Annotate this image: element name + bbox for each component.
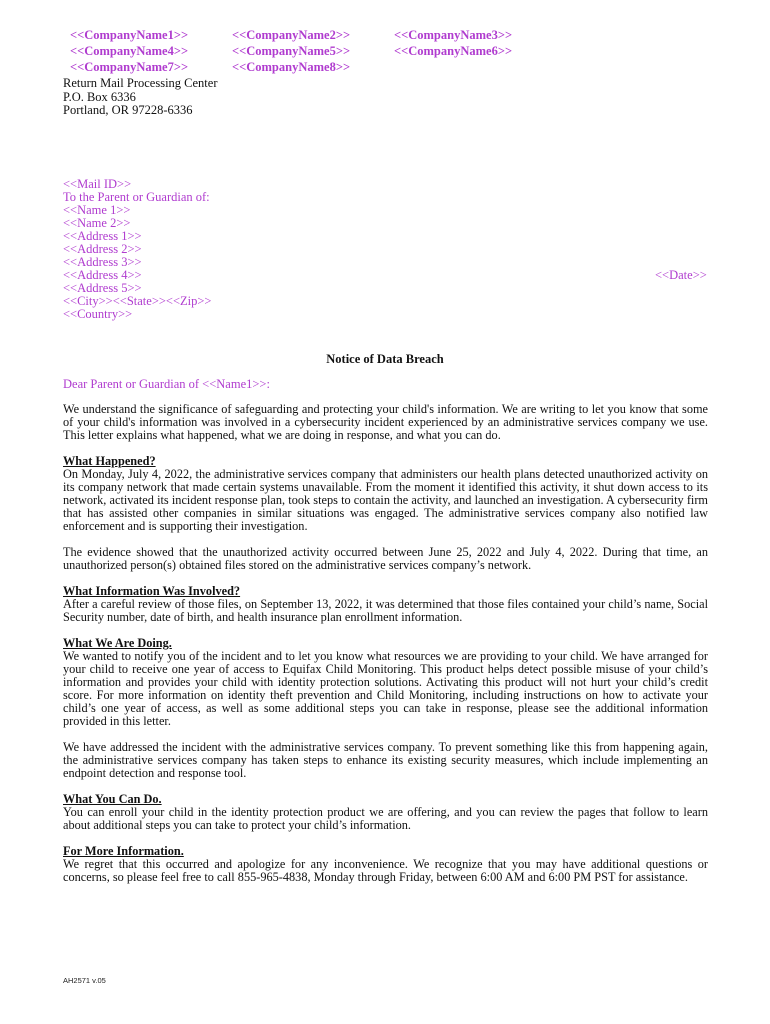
letter-date: <<Date>> <box>655 268 707 282</box>
section-heading: For More Information. <box>63 844 184 858</box>
company-name-3: <<CompanyName3>> <box>394 28 513 42</box>
return-address-line: P.O. Box 6336 <box>63 89 136 104</box>
section-heading: What You Can Do. <box>63 792 162 806</box>
recipient-address-5: <<Address 5>> <box>63 281 142 295</box>
section-heading: What Happened? <box>63 454 156 468</box>
section-paragraph: We have addressed the incident with the administrative services company. To prevent something like this from happening again, the administrative services company has taken steps to enhance its existing security measures, which include implementing an endpoint detection and response tool. <box>63 740 708 780</box>
section-paragraph: After a careful review of those files, on September 13, 2022, it was determined that those files contained your child’s name, Social Security number, date of birth, and health insurance plan enrollment information. <box>63 597 708 624</box>
section-heading: What Information Was Involved? <box>63 584 241 598</box>
section-paragraph: We regret that this occurred and apologize for any inconvenience. We recognize that you may have additional questions or concerns, so please feel free to call 855-965-4838, Monday through Friday, between 6:00 AM and 6:00 PM PST for assistance. <box>63 857 708 884</box>
mail-id: <<Mail ID>> <box>63 177 132 191</box>
return-address-line: Portland, OR 97228-6336 <box>63 103 193 117</box>
letter-body <box>63 403 708 897</box>
salutation: Dear Parent or Guardian of <<Name1>>: <box>63 377 270 391</box>
recipient-name-1: <<Name 1>> <box>63 203 131 217</box>
letter-title: Notice of Data Breach <box>326 352 444 366</box>
section-paragraph: You can enroll your child in the identity protection product we are offering, and you can review the pages that follow to learn about additional steps you can take to protect your child’s information. <box>63 805 708 832</box>
form-code: AH2571 v.05 <box>63 976 106 985</box>
section-what-happened <box>63 455 708 572</box>
company-names-grid <box>70 27 550 75</box>
return-address <box>63 77 218 118</box>
section-paragraph: We wanted to notify you of the incident and to let you know what resources we are providing to your child. We have arranged for your child to receive one year of access to Equifax Child Monitoring. This product helps detect possible misuse of your child’s information and provides your child with identity protection solutions. Activating this product will not hurt your child’s credit score. For more information on identity theft prevention and Child Monitoring, including instructions on how to activate your child’s one year of access, as well as some additional steps you can take in response, please see the additional information provided in this letter. <box>63 649 708 728</box>
recipient-address-3: <<Address 3>> <box>63 255 142 269</box>
section-what-you-can-do <box>63 793 708 832</box>
recipient-address-block <box>63 178 211 321</box>
recipient-address-2: <<Address 2>> <box>63 242 142 256</box>
recipient-country: <<Country>> <box>63 307 133 321</box>
recipient-address-4: <<Address 4>> <box>63 268 142 282</box>
company-name-4: <<CompanyName4>> <box>70 44 189 58</box>
recipient-city-state-zip: <<City>><<State>><<Zip>> <box>63 294 212 308</box>
recipient-address-1: <<Address 1>> <box>63 229 142 243</box>
intro-paragraph: We understand the significance of safeguarding and protecting your child's information. We are writing to let you know that some of your child's information was involved in a cybersecurity incident experienced by an administrative services company we use. This letter explains what happened, what we are doing in response, and what you can do. <box>63 402 708 442</box>
section-what-we-are-doing <box>63 637 708 780</box>
section-more-info <box>63 845 708 884</box>
section-paragraph: On Monday, July 4, 2022, the administrative services company that administers our health plans detected unauthorized activity on its company network that made certain systems unavailable. From the moment it identified this activity, it shut down access to its network, activated its incident response plan, took steps to contain the activity, and launched an investigation. A cybersecurity firm that has assisted other companies in similar situations was engaged. The administrative services company also notified law enforcement and is supporting their investigation. <box>63 467 708 533</box>
company-name-5: <<CompanyName5>> <box>232 44 351 58</box>
section-paragraph: The evidence showed that the unauthorized activity occurred between June 25, 2022 and July 4, 2022. During that time, an unauthorized person(s) obtained files stored on the administrative services company’s network. <box>63 545 708 572</box>
company-name-6: <<CompanyName6>> <box>394 44 513 58</box>
company-name-8: <<CompanyName8>> <box>232 60 351 74</box>
company-name-7: <<CompanyName7>> <box>70 60 189 74</box>
company-name-2: <<CompanyName2>> <box>232 28 351 42</box>
recipient-intro: To the Parent or Guardian of: <box>63 190 210 204</box>
section-heading: What We Are Doing. <box>63 636 172 650</box>
return-address-line: Return Mail Processing Center <box>63 76 218 90</box>
section-what-information <box>63 585 708 624</box>
recipient-name-2: <<Name 2>> <box>63 216 131 230</box>
company-name-1: <<CompanyName1>> <box>70 28 189 42</box>
